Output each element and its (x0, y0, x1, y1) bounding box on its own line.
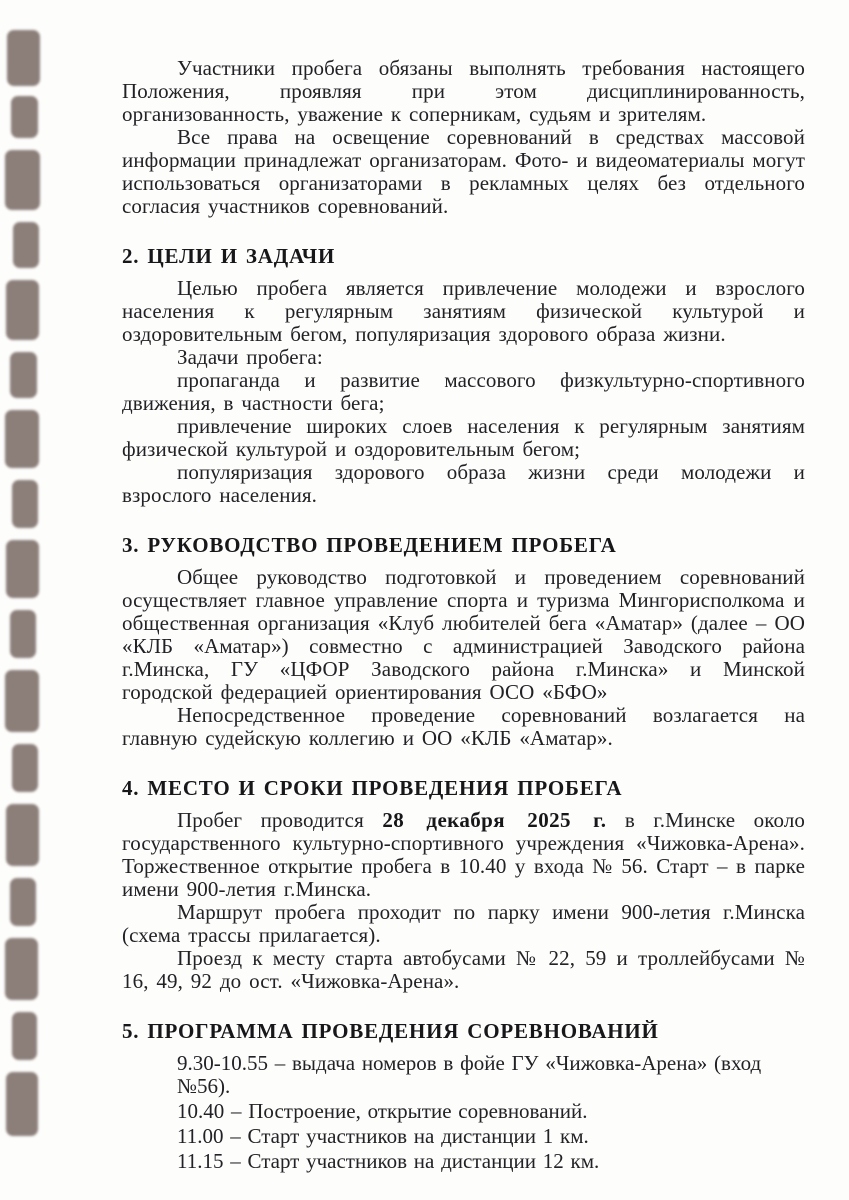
scan-artifact (6, 804, 39, 866)
schedule-item: 11.00 – Старт участников на дистанции 1 км. (177, 1124, 589, 1148)
scan-artifact (12, 744, 38, 792)
scan-artifact (6, 280, 39, 340)
scan-artifact (5, 410, 39, 468)
section-heading-program: 5. ПРОГРАММА ПРОВЕДЕНИЯ СОРЕВНОВАНИЙ (122, 1019, 659, 1043)
paragraph: Маршрут пробега проходит по парку имени 900-летия г.Минска (схема трассы прилагается). (122, 900, 805, 947)
scan-artifact (7, 30, 40, 86)
scan-artifact (5, 150, 40, 210)
schedule-item: 10.40 – Построение, открытие соревнований. (177, 1099, 588, 1123)
text-run: Пробег проводится (177, 808, 383, 832)
scan-artifact (5, 670, 39, 732)
scan-artifact (6, 540, 39, 598)
paragraph: популяризация здорового образа жизни среди молодежи и взрослого населения. (122, 460, 805, 507)
scan-artifact (12, 1012, 37, 1060)
section-heading-management: 3. РУКОВОДСТВО ПРОВЕДЕНИЕМ ПРОБЕГА (122, 533, 617, 557)
paragraph: Общее руководство подготовкой и проведением соревнований осуществляет главное управление спорта и туризма Мингорисполкома и общественная организация «Клуб любителей бега «Аматар» (далее – ОО «КЛБ «Аматар») совместно с администрацией Заводского района г.Минска, ГУ «ЦФОР Заводского района г.Минска» и Минской городской федерацией ориентирования ОСО «БФО» (122, 565, 805, 704)
scan-artifact (5, 938, 38, 1000)
paragraph: пропаганда и развитие массового физкультурно-спортивного движения, в частности бега; (122, 368, 805, 415)
scan-artifact (10, 352, 37, 398)
scan-artifact (13, 222, 39, 268)
schedule-item: 9.30-10.55 – выдача номеров в фойе ГУ «Чижовка-Арена» (вход №56). (177, 1051, 762, 1098)
scan-artifact (12, 480, 38, 528)
scan-artifact (6, 1072, 38, 1136)
document-content (122, 57, 805, 1175)
paragraph: Целью пробега является привлечение молодежи и взрослого населения к регулярным занятиям физической культурой и оздоровительным бегом, популяризация здорового образа жизни. (122, 276, 805, 346)
paragraph: Проезд к месту старта автобусами № 22, 59 и троллейбусами № 16, 49, 92 до ост. «Чижовка-Арена». (122, 946, 805, 993)
intro-paragraph-1: Участники пробега обязаны выполнять требования настоящего Положения, проявляя при этом дисциплинированность, организованность, уважение к соперникам, судьям и зрителям. (122, 56, 805, 126)
scan-artifact (11, 96, 38, 138)
section-heading-goals: 2. ЦЕЛИ И ЗАДАЧИ (122, 244, 336, 268)
paragraph: Непосредственное проведение соревнований возлагается на главную судейскую коллегию и ОО «КЛБ «Аматар». (122, 703, 805, 750)
schedule-item: 11.15 – Старт участников на дистанции 12 км. (177, 1149, 600, 1173)
paragraph-with-date (122, 809, 805, 901)
event-date-bold: 28 декабря 2025 г. (382, 808, 607, 832)
section-heading-place-dates: 4. МЕСТО И СРОКИ ПРОВЕДЕНИЯ ПРОБЕГА (122, 776, 623, 800)
intro-paragraph-2: Все права на освещение соревнований в средствах массовой информации принадлежат организаторам. Фото- и видеоматериалы могут использоваться организаторами в рекламных целях без отдельного согласия участников соревнований. (122, 125, 805, 218)
text-run: в г.Минске около государственного культурно-спортивного учреждения «Чижовка-Арена». Торжественное открытие пробега в 10.40 у входа № 56. Старт – в парке имени 900-летия г.Минска. (122, 808, 805, 901)
scan-artifact-strip (0, 0, 50, 1200)
scan-artifact (10, 878, 36, 926)
paragraph: привлечение широких слоев населения к регулярным занятиям физической культурой и оздоровительным бегом; (122, 414, 805, 461)
scan-artifact (10, 610, 36, 658)
paragraph: Задачи пробега: (177, 345, 323, 369)
